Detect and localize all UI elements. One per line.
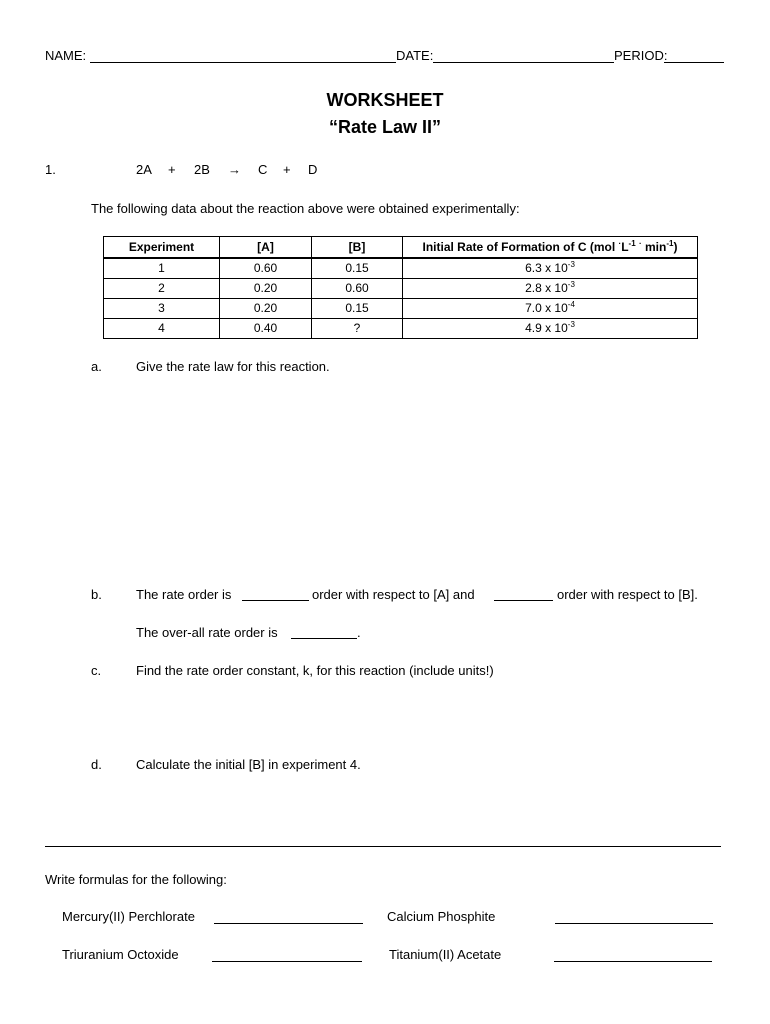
plus-sign: +	[168, 162, 176, 177]
cell-rate: 7.0 x $10^{-4}$	[403, 299, 698, 319]
header-b: [B]	[312, 237, 403, 259]
cell-b: ?	[312, 319, 403, 339]
part-b-text4: The over-all rate order is	[136, 625, 278, 640]
part-b-text2: order with respect to [A] and	[312, 587, 475, 602]
part-a-text: Give the rate law for this reaction.	[136, 359, 330, 374]
cell-b: 0.60	[312, 279, 403, 299]
cell-b: 0.15	[312, 299, 403, 319]
cell-a: 0.60	[220, 258, 312, 279]
cell-a: 0.40	[220, 319, 312, 339]
b-order-blank[interactable]	[494, 600, 553, 601]
cell-experiment: 2	[104, 279, 220, 299]
formula-answer-blank[interactable]	[555, 923, 713, 924]
formula-item-label: Titanium(II) Acetate	[389, 947, 502, 962]
period-blank[interactable]	[664, 62, 724, 63]
part-b-text5: .	[357, 625, 361, 640]
table-row	[104, 319, 698, 339]
formula-answer-blank[interactable]	[214, 923, 363, 924]
part-b-label: b.	[91, 587, 102, 602]
cell-b: 0.15	[312, 258, 403, 279]
cell-a: 0.20	[220, 299, 312, 319]
section-divider	[45, 846, 721, 847]
formula-answer-blank[interactable]	[212, 961, 362, 962]
reactant-b: 2B	[194, 162, 210, 177]
part-b-text3: order with respect to [B].	[557, 587, 698, 602]
table-row	[104, 279, 698, 299]
part-c-text: Find the rate order constant, k, for this reaction (include units!)	[136, 663, 494, 678]
worksheet-title: WORKSHEET	[326, 90, 444, 110]
rate-data-table	[103, 236, 698, 339]
formulas-intro: Write formulas for the following:	[45, 872, 227, 887]
part-c-label: c.	[91, 663, 102, 678]
reactant-a: 2A	[136, 162, 152, 177]
formula-item-label: Triuranium Octoxide	[62, 947, 179, 962]
reaction-arrow: →	[228, 162, 241, 177]
part-b-text1: The rate order is	[136, 587, 232, 602]
question-number: 1.	[45, 162, 56, 177]
header-experiment: Experiment	[104, 237, 220, 259]
cell-rate: 2.8 x $10^{-3}$	[403, 279, 698, 299]
formula-answer-blank[interactable]	[554, 961, 712, 962]
period-label: PERIOD:	[614, 48, 668, 63]
plus-sign: +	[283, 162, 291, 177]
table-header-row	[104, 237, 698, 259]
part-a-label: a.	[91, 359, 102, 374]
cell-experiment: 1	[104, 258, 220, 279]
data-intro: The following data about the reaction above were obtained experimentally:	[91, 201, 520, 216]
product-d: D	[308, 162, 318, 177]
cell-experiment: 3	[104, 299, 220, 319]
part-d-label: d.	[91, 757, 102, 772]
name-blank[interactable]	[90, 62, 396, 63]
table-row	[104, 258, 698, 279]
header-rate: Initial Rate of Formation of C (mol $^\cdot L^{-1}$ · $\min^{-1}$)	[403, 237, 698, 259]
overall-order-blank[interactable]	[291, 638, 357, 639]
cell-rate: 4.9 x $10^{-3}$	[403, 319, 698, 339]
formula-item-label: Mercury(II) Perchlorate	[62, 909, 195, 924]
formula-item-label: Calcium Phosphite	[387, 909, 496, 924]
cell-a: 0.20	[220, 279, 312, 299]
date-blank[interactable]	[433, 62, 614, 63]
cell-rate: 6.3 x $10^{-3}$	[403, 258, 698, 279]
part-d-text: Calculate the initial [B] in experiment 4.	[136, 757, 361, 772]
worksheet-subtitle: “Rate Law II”	[328, 117, 442, 137]
header-a: [A]	[220, 237, 312, 259]
name-label: NAME:	[45, 48, 87, 63]
product-c: C	[258, 162, 268, 177]
date-label: DATE:	[396, 48, 434, 63]
a-order-blank[interactable]	[242, 600, 309, 601]
cell-experiment: 4	[104, 319, 220, 339]
table-row	[104, 299, 698, 319]
